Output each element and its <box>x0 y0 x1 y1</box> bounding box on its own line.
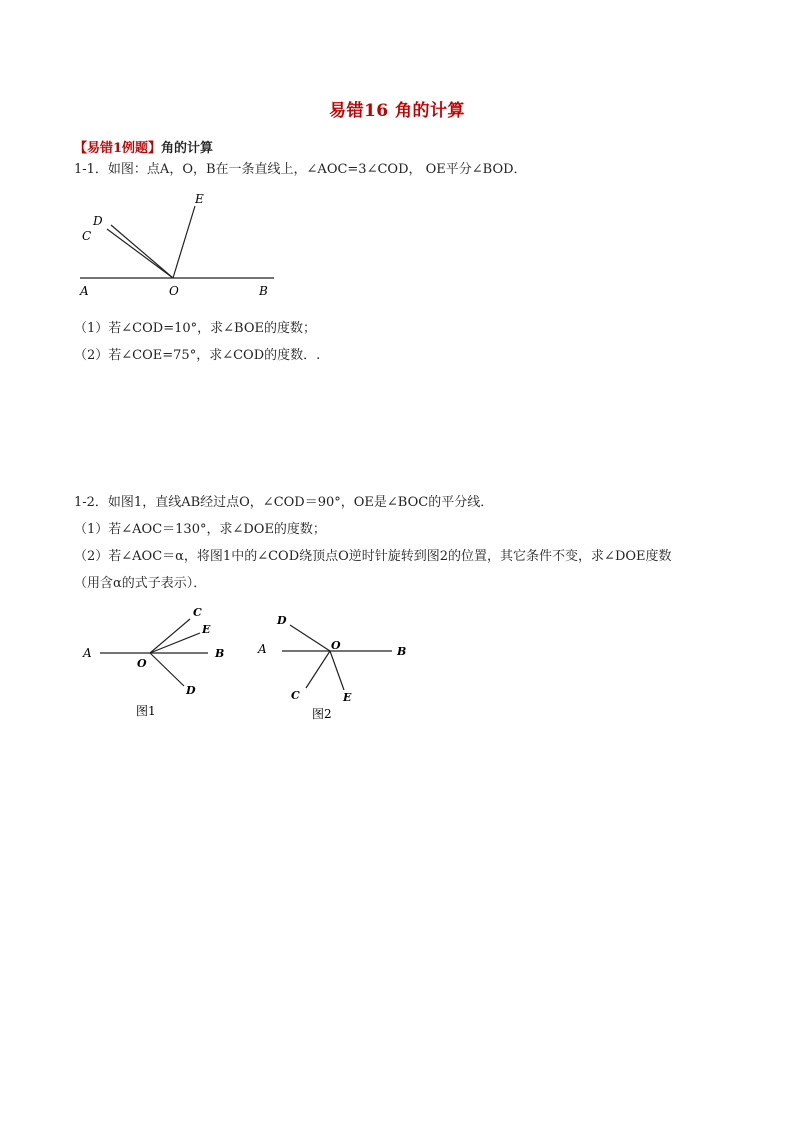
label-c: C <box>291 689 300 702</box>
section-heading <box>74 137 213 156</box>
label-e: E <box>343 691 352 704</box>
problem-2-stem: 1-2．如图1，直线AB经过点O，∠COD＝90°，OE是∠BOC的平分线． <box>74 495 494 510</box>
label-e: E <box>195 192 204 206</box>
ray-oc <box>150 619 190 653</box>
section-name: 角的计算 <box>161 141 214 156</box>
label-a: A <box>258 642 267 656</box>
label-d: D <box>186 684 196 697</box>
label-a: A <box>80 284 89 298</box>
figure-2-caption: 图2 <box>312 707 332 721</box>
label-e: E <box>202 623 211 636</box>
problem-2-question-2: （2）若∠AOC＝α，将图1中的∠COD绕顶点O逆时针旋转到图2的位置，其它条件不变，求∠DOE度数 <box>74 549 672 564</box>
problem-1-question-2: （2）若∠COE=75°，求∠COD的度数．. <box>74 348 321 363</box>
figure-1-caption: 图1 <box>136 704 156 718</box>
label-b: B <box>215 647 225 660</box>
label-c: C <box>193 606 202 619</box>
problem-1-figure <box>70 184 290 302</box>
label-a: A <box>83 646 92 660</box>
label-c: C <box>82 229 92 243</box>
label-d: D <box>93 214 103 228</box>
problem-2-question-2-continued: （用含α的式子表示）． <box>74 576 207 591</box>
page-title: 易错16 角的计算 <box>328 101 466 121</box>
ray-oc <box>107 229 173 278</box>
ray-oe <box>173 206 195 278</box>
label-o: O <box>331 639 341 652</box>
problem-2-question-1: （1）若∠AOC＝130°，求∠DOE的度数； <box>74 522 326 537</box>
ray-oe <box>330 651 344 690</box>
ray-od <box>290 625 330 651</box>
problem-1-stem: 1-1．如图：点A，O，B在一条直线上，∠AOC=3∠COD， OE平分∠BOD． <box>74 162 527 177</box>
ray-od <box>150 653 184 686</box>
problem-2-figure-1 <box>78 600 248 725</box>
label-b: B <box>397 645 407 658</box>
ray-oe <box>150 633 200 653</box>
problem-1-question-1: （1）若∠COD=10°，求∠BOE的度数； <box>74 321 316 336</box>
ray-oc <box>306 651 330 688</box>
problem-2-figure-2 <box>250 608 420 733</box>
section-tag: 【易错1例题】 <box>74 141 162 156</box>
label-o: O <box>169 284 179 298</box>
ray-od <box>111 225 173 278</box>
label-d: D <box>277 614 287 627</box>
label-b: B <box>259 284 268 298</box>
label-o: O <box>137 657 147 670</box>
